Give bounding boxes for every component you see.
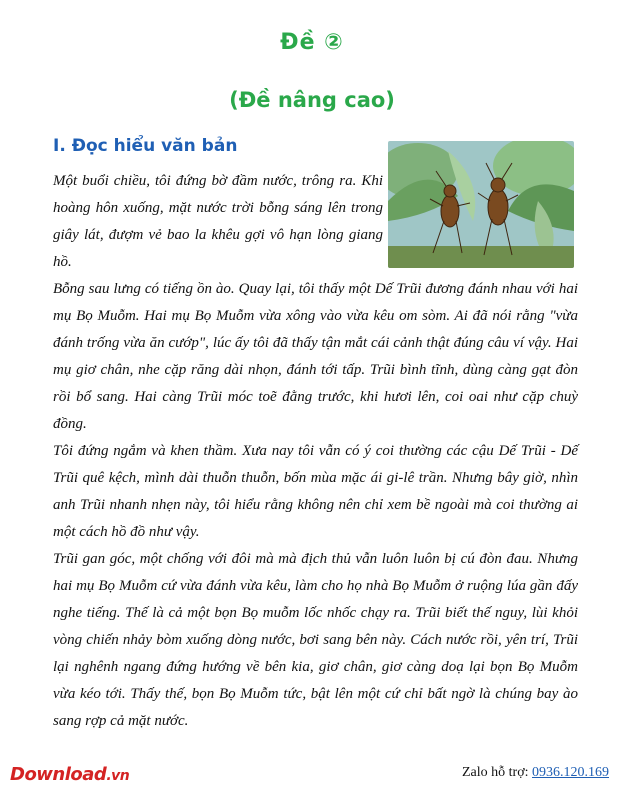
passage-paragraph-3: Trũi gan góc, một chống với đôi mà mà địch thủ vẫn luôn luôn bị cú đòn đau. Nhưng hai mụ Bọ Muỗm cứ vừa đánh vừa kêu, làm cho họ nhà Bọ Muỗm ở ruộng lúa gần đấy nghe tiếng. Thế là cả một bọn Bọ muỗm lốc nhốc chạy ra. Trũi biết thế nguy, lùi khỏi vòng chiến nhảy bòm xuống dòng nước, bơi sang bên này. Cách nước rồi, yên trí, Trũi lại nghênh ngang đứng hướng về bên kia, giơ chân, giơ càng doạ lại bọn Bọ Muỗm vừa kéo tới. Thấy thế, bọn Bọ Muỗm tức, bật lên một cứ chỉ bất ngờ là chúng bay ào sang rợp cả mặt nước. — [53, 551, 578, 729]
logo-tld: .vn — [106, 768, 130, 784]
support-phone-link[interactable]: 0936.120.169 — [532, 765, 609, 780]
logo-main: Download — [10, 764, 107, 785]
section-heading: I. Đọc hiểu văn bản — [53, 136, 238, 156]
crickets-illustration — [388, 141, 574, 268]
support-label: Zalo hỗ trợ: — [462, 765, 532, 780]
passage-paragraph-2: Tôi đứng ngắm và khen thầm. Xưa nay tôi vẫn có ý coi thường các cậu Dế Trũi - Dế Trũi quê kệch, mình dài thuỗn thuỗn, bốn mùa mặc ái gi-lê trần. Nhưng bây giờ, nhìn anh Trũi nhanh nhẹn này, tôi hiểu rằng không nên chỉ xem bề ngoài mà coi thường ai một cách hồ đồ như vậy. — [53, 443, 578, 540]
page-subtitle: (Đề nâng cao) — [229, 88, 395, 112]
passage-paragraph-1: Bỗng sau lưng có tiếng ồn ào. Quay lại, tôi thấy một Dế Trũi đương đánh nhau với hai mụ Bọ Muỗm. Hai mụ Bọ Muỗm vừa xông vào vừa kêu om sòm. Ai đã nói rằng "vừa đánh trống vừa ăn cướp", lúc ấy tôi đã thấy tận mắt cái cảnh thật đúng câu ví vậy. Hai mụ giơ chân, nhe cặp răng dài nhọn, đánh tới tấp. Trũi bình tĩnh, dùng càng gạt đòn rồi bổ sang. Hai càng Trũi móc toẽ đằng trước, khi hươi lên, coi oai như cặp chuỳ đồng. — [53, 281, 578, 432]
intro-text: Một buổi chiều, tôi đứng bờ đầm nước, trông ra. Khi hoàng hôn xuống, mặt nước trời bỗng sáng lên trong giây lát, đượm vẻ bao la khêu gợi vô hạn lòng giang hồ. — [53, 173, 383, 270]
support-contact — [462, 765, 609, 781]
intro-paragraph — [53, 168, 383, 276]
download-vn-logo — [10, 764, 129, 785]
page-title: Đề ② — [280, 30, 344, 55]
reading-passage — [53, 276, 578, 735]
